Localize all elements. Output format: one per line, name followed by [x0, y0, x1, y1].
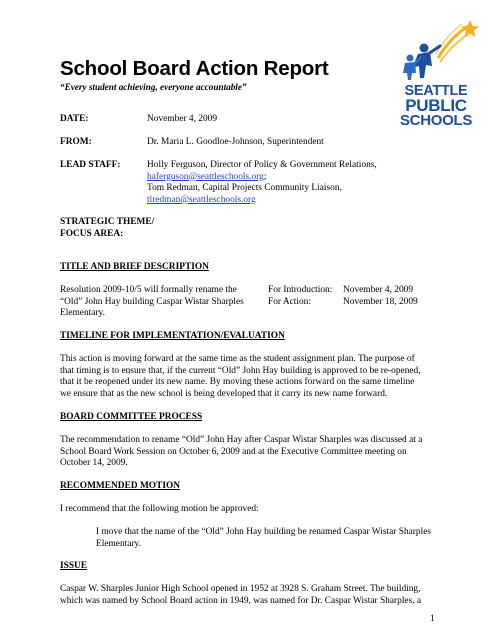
seattle-public-schools-logo: [388, 18, 484, 128]
committee-line-2: School Board Work Session on October 6, 2009 and at the Executive Committee meeting on: [60, 446, 407, 457]
section-heading-timeline: TIMELINE FOR IMPLEMENTATION/EVALUATION: [60, 331, 285, 341]
motion-line-1: I move that the name of the “Old” John Hay building be renamed Caspar Wistar Sharples: [96, 527, 432, 537]
section-heading-committee: BOARD COMMITTEE PROCESS: [60, 412, 203, 422]
timeline-line-3: that it be reopened under its new name. By moving these actions forward on the same timeline: [60, 377, 415, 388]
star-children-icon: [388, 18, 484, 82]
slogan: “Every student achieving, everyone accountable”: [60, 82, 247, 92]
motion-intro: I recommend that the following motion be approved:: [60, 504, 259, 514]
page-title: School Board Action Report: [60, 57, 329, 80]
lead-staff-email-2-row: [147, 195, 256, 207]
intro-date: November 4, 2009: [343, 285, 414, 295]
logo-text-schools: SCHOOLS: [399, 112, 473, 129]
issue-line-1: Caspar W. Sharples Junior High School opened in 1952 at 3928 S. Graham Street. The building,: [60, 584, 421, 594]
email-link-redman[interactable]: tlredman@seattleschools.org: [147, 194, 256, 205]
section-heading-motion: RECOMMENDED MOTION: [60, 481, 181, 491]
lead-staff-line-1: Holly Ferguson, Director of Policy & Government Relations,: [147, 160, 377, 170]
timeline-line-1: This action is moving forward at the same time as the student assignment plan. The purpose of: [60, 354, 415, 364]
focus-area-label: FOCUS AREA:: [60, 228, 124, 239]
date-value: November 4, 2009: [147, 114, 218, 124]
intro-label: For Introduction:: [268, 285, 333, 295]
email-separator: ;: [263, 171, 267, 182]
lead-staff-line-2: Tom Redman, Capital Projects Community Liaison,: [147, 183, 342, 194]
committee-line-1: The recommendation to rename “Old” John Hay after Caspar Wistar Sharples was discussed at a: [60, 435, 423, 445]
issue-line-2: which was named by School Board action in 1949, was named for Dr. Caspar Wistar Sharples, a: [60, 595, 422, 606]
action-label: For Action:: [268, 296, 311, 307]
lead-staff-label: LEAD STAFF:: [60, 160, 121, 170]
logo-text-public: PUBLIC: [405, 96, 467, 115]
title-desc-line-3: Elementary.: [60, 308, 105, 319]
from-label: FROM:: [60, 137, 92, 147]
from-value: Dr. Maria L. Goodloe-Johnson, Superintendent: [147, 137, 324, 147]
lead-staff-email-1-row: [147, 172, 266, 184]
committee-line-3: October 14, 2009.: [60, 458, 128, 469]
title-desc-line-2: “Old” John Hay building Caspar Wistar Sharples: [60, 296, 244, 307]
motion-line-2: Elementary.: [96, 538, 141, 549]
date-label: DATE:: [60, 114, 89, 124]
logo-text-seattle: SEATTLE: [404, 83, 468, 99]
strategic-theme-label: STRATEGIC THEME/: [60, 217, 155, 227]
timeline-line-2: that timing is to ensure that, if the current “Old” John Hay building is approved to be re-opened,: [60, 365, 421, 376]
action-date: November 18, 2009: [343, 296, 418, 307]
section-heading-issue: ISSUE: [60, 561, 88, 571]
section-heading-title-description: TITLE AND BRIEF DESCRIPTION: [60, 262, 209, 272]
title-desc-line-1: Resolution 2009-10/5 will formally rename the: [60, 285, 237, 295]
email-link-ferguson[interactable]: haferguson@seattleschools.org: [147, 171, 264, 182]
page-number: 1: [430, 614, 435, 624]
timeline-line-4: we ensure that as the new school is being developed that it carry its new name forward.: [60, 388, 388, 399]
